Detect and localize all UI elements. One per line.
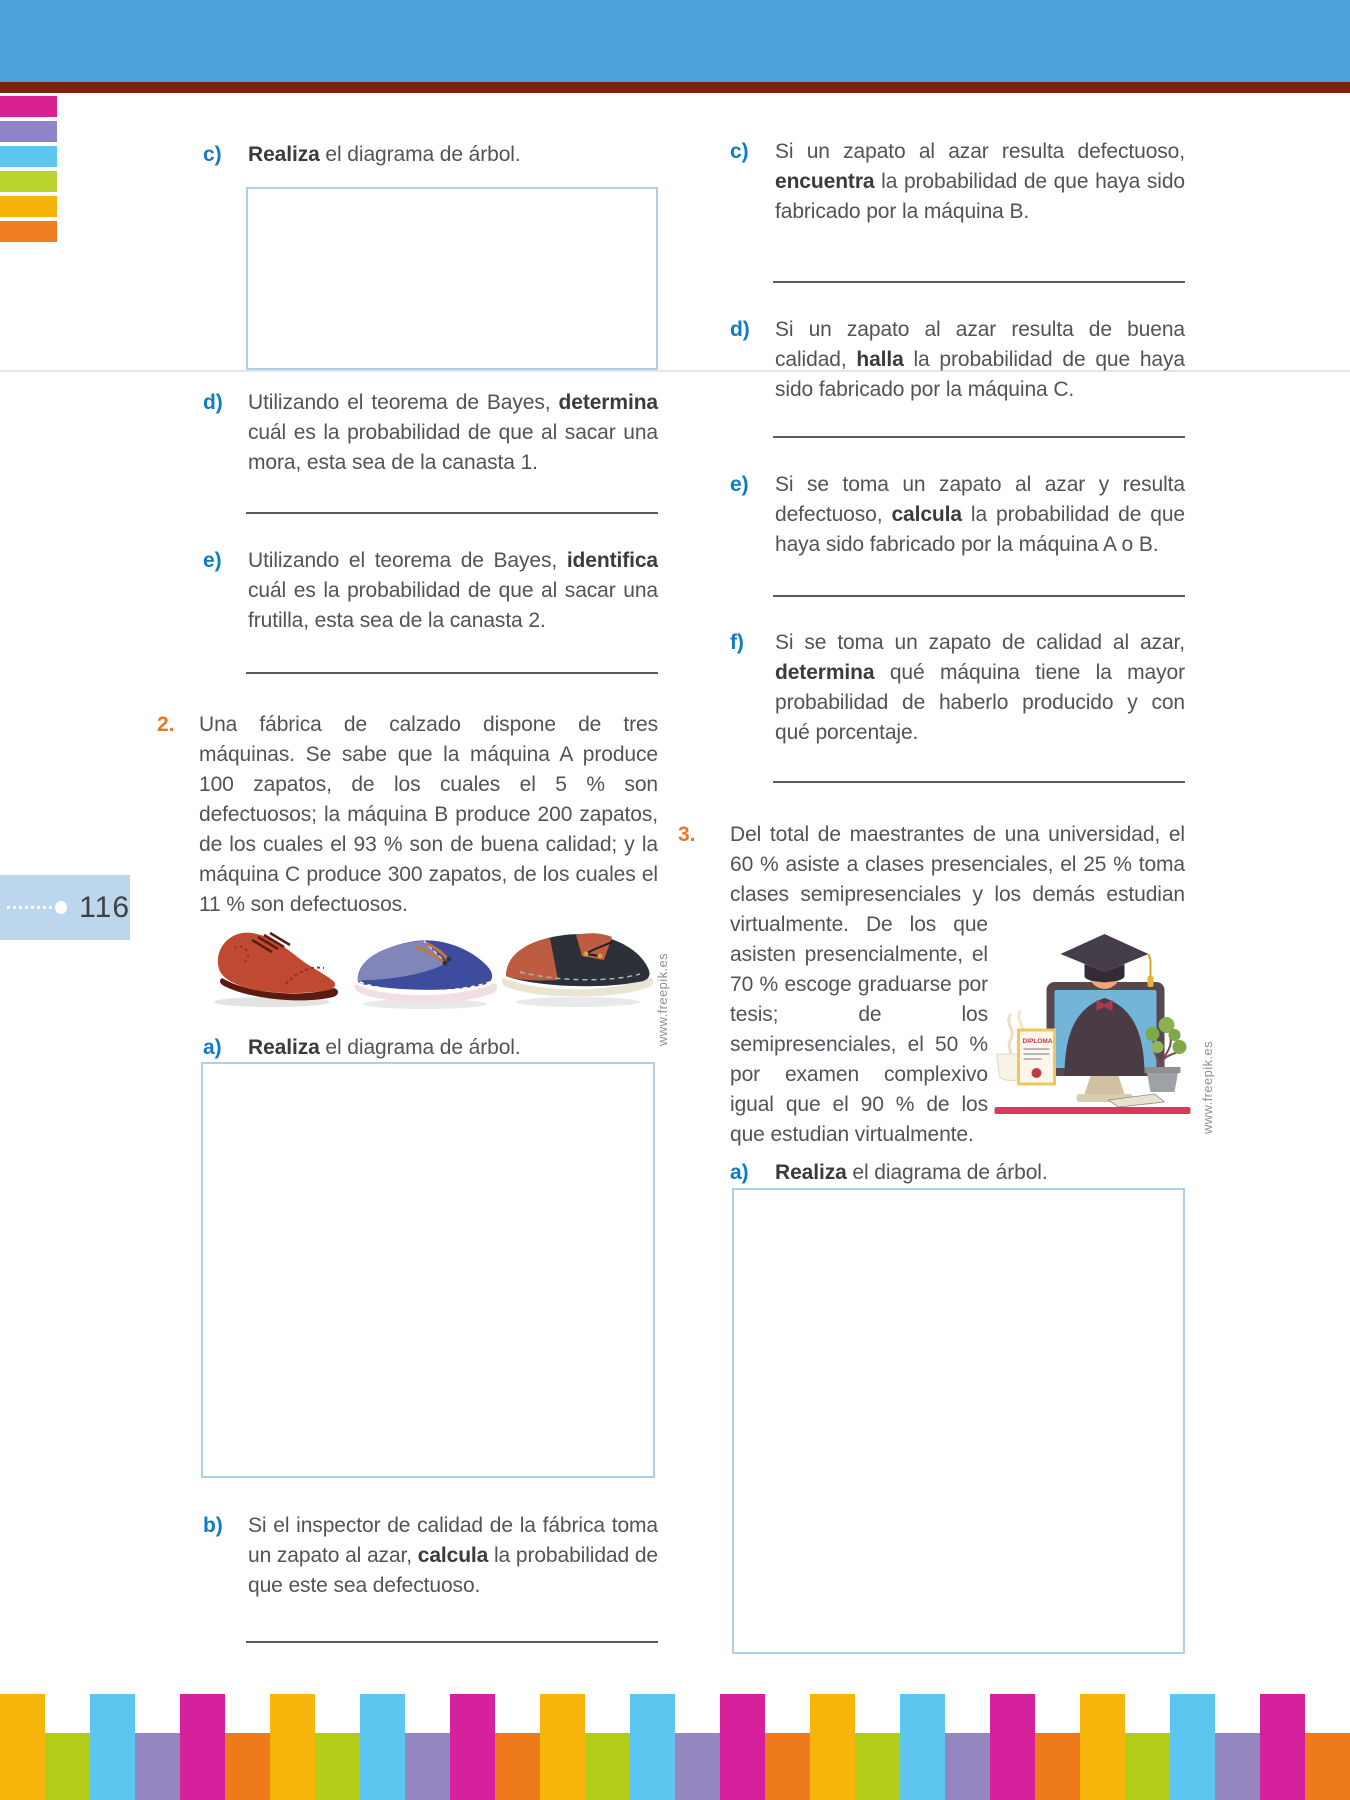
chapter-tab <box>0 146 57 167</box>
tree-diagram-answer-box-1 <box>246 187 658 370</box>
footer-bar <box>810 1694 855 1800</box>
item-text: Si se toma un zapato de calidad al azar, determina qué máquina tiene la mayor probabilidad de haberlo producido y con qué porcentaje. <box>775 631 1185 744</box>
item-text: Realiza el diagrama de árbol. <box>248 143 521 166</box>
item-1c <box>203 140 658 170</box>
item-letter: d) <box>203 391 223 414</box>
item-1d <box>203 388 658 478</box>
red-dress-shoe-icon <box>218 933 338 1001</box>
item-text: Realiza el diagrama de árbol. <box>775 1161 1048 1184</box>
navy-boat-shoe-icon <box>502 933 654 996</box>
steam-icon <box>1009 1014 1012 1056</box>
chapter-tab <box>0 221 57 242</box>
footer-bar <box>990 1694 1035 1800</box>
footer-bar <box>1080 1694 1125 1800</box>
footer-bar <box>630 1694 675 1800</box>
item-text: Utilizando el teorema de Bayes, determina cuál es la probabilidad de que al sacar una mora, esta sea de la canasta 1. <box>248 391 658 474</box>
exercise-3 <box>678 820 1185 910</box>
item-2d <box>730 315 1185 405</box>
shoes-illustration <box>200 918 656 1010</box>
footer-bar <box>1125 1733 1170 1800</box>
chapter-tab <box>0 96 57 117</box>
graduate-illustration <box>990 914 1195 1119</box>
header-blue-band <box>0 0 1350 82</box>
footer-bar <box>675 1733 720 1800</box>
footer-bar <box>495 1733 540 1800</box>
footer-bar <box>225 1733 270 1800</box>
footer-bar <box>1170 1694 1215 1800</box>
freepik-credit: www.freepik.es <box>1200 1040 1215 1134</box>
item-letter: d) <box>730 318 750 341</box>
dotted-leader <box>7 906 52 909</box>
item-2e <box>730 470 1185 560</box>
exercise-number: 3. <box>678 823 696 846</box>
header-maroon-rule <box>0 82 1350 93</box>
footer-bar <box>585 1733 630 1800</box>
desk-line <box>995 1107 1191 1114</box>
page-number-badge <box>0 875 130 940</box>
footer-bar <box>945 1733 990 1800</box>
answer-line <box>246 1641 658 1643</box>
footer-bars <box>0 1694 1350 1800</box>
footer-bar <box>0 1694 45 1800</box>
item-text: Utilizando el teorema de Bayes, identifica cuál es la probabilidad de que al sacar una frutilla, esta sea de la canasta 2. <box>248 549 658 632</box>
answer-line <box>246 512 658 514</box>
answer-line <box>773 436 1185 438</box>
footer-bar <box>180 1694 225 1800</box>
footer-bar <box>1260 1694 1305 1800</box>
item-letter: a) <box>730 1161 749 1184</box>
answer-line <box>773 281 1185 283</box>
item-2c <box>730 137 1185 227</box>
tree-diagram-answer-box-2 <box>201 1062 655 1478</box>
footer-bar <box>765 1733 810 1800</box>
item-letter: f) <box>730 631 744 654</box>
shoe-shadow <box>516 997 640 1007</box>
exercise-text-narrow: virtualmente. De los que asisten presencialmente, el 70 % escoge graduarse por tesis; de los semipresenciales, el 50 % por examen complexivo igual que el 90 % de los que estudian virtualmente. <box>730 913 988 1146</box>
item-2b <box>203 1511 658 1601</box>
item-letter: e) <box>730 473 749 496</box>
item-1e <box>203 546 658 636</box>
footer-bar <box>270 1694 315 1800</box>
item-letter: c) <box>203 143 222 166</box>
item-text: Si se toma un zapato al azar y resulta defectuoso, calcula la probabilidad de que haya sido fabricado por la máquina A o B. <box>775 473 1186 556</box>
item-text: Realiza el diagrama de árbol. <box>248 1036 521 1059</box>
answer-line <box>773 595 1185 597</box>
footer-bar <box>45 1733 90 1800</box>
footer-bar <box>540 1694 585 1800</box>
item-2f <box>730 628 1185 748</box>
item-3a <box>730 1158 1185 1188</box>
footer-bar <box>315 1733 360 1800</box>
exercise-number: 2. <box>157 713 175 736</box>
chapter-tab <box>0 196 57 217</box>
item-text: Si un zapato al azar resulta defectuoso, encuentra la probabilidad de que haya sido fabricado por la máquina B. <box>775 140 1185 223</box>
exercise-2 <box>157 710 658 920</box>
diploma <box>1019 1030 1055 1084</box>
footer-bar <box>405 1733 450 1800</box>
footer-bar <box>90 1694 135 1800</box>
item-letter: c) <box>730 140 749 163</box>
page-number: 116 <box>79 890 130 924</box>
mortarboard-icon <box>1061 934 1149 972</box>
item-2a <box>203 1033 658 1063</box>
footer-bar <box>1215 1733 1260 1800</box>
diploma-seal <box>1032 1068 1042 1078</box>
tassel <box>1149 954 1151 976</box>
footer-bar <box>720 1694 765 1800</box>
diploma-label: DIPLOMA <box>1022 1038 1053 1045</box>
footer-bar <box>1305 1733 1350 1800</box>
footer-bar <box>900 1694 945 1800</box>
answer-line <box>773 781 1185 783</box>
item-letter: b) <box>203 1514 223 1537</box>
item-letter: a) <box>203 1036 222 1059</box>
leader-dot <box>55 901 67 914</box>
chapter-tab <box>0 171 57 192</box>
item-letter: e) <box>203 549 222 572</box>
item-text: Si el inspector de calidad de la fábrica toma un zapato al azar, calcula la probabilidad de que este sea defectuoso. <box>248 1514 658 1597</box>
answer-line <box>246 672 658 674</box>
chapter-tab-strip <box>0 96 57 246</box>
footer-bar <box>450 1694 495 1800</box>
exercise-text: Una fábrica de calzado dispone de tres máquinas. Se sabe que la máquina A produce 100 zapatos, de los cuales el 5 % son defectuosos; la máquina B produce 200 zapatos, de los cuales el 93 % son de buena calidad; y la máquina C produce 300 zapatos, de los cuales el 11 % son defectuosos. <box>199 713 658 916</box>
chapter-tab <box>0 121 57 142</box>
tree-diagram-answer-box-3 <box>732 1188 1185 1654</box>
freepik-credit: www.freepik.es <box>655 952 670 1046</box>
item-text: Si un zapato al azar resulta de buena calidad, halla la probabilidad de que haya sido fabricado por la máquina C. <box>775 318 1185 401</box>
monitor-stand <box>1085 1076 1125 1094</box>
footer-bar <box>855 1733 900 1800</box>
footer-bar <box>1035 1733 1080 1800</box>
blue-boat-shoe-icon <box>355 940 498 1002</box>
tassel-end <box>1148 976 1154 987</box>
footer-bar <box>360 1694 405 1800</box>
footer-bar <box>135 1733 180 1800</box>
exercise-text-wide: Del total de maestrantes de una universidad, el 60 % asiste a clases presenciales, el 25 % toma clases semipresenciales y los demás estudian <box>730 823 1185 906</box>
